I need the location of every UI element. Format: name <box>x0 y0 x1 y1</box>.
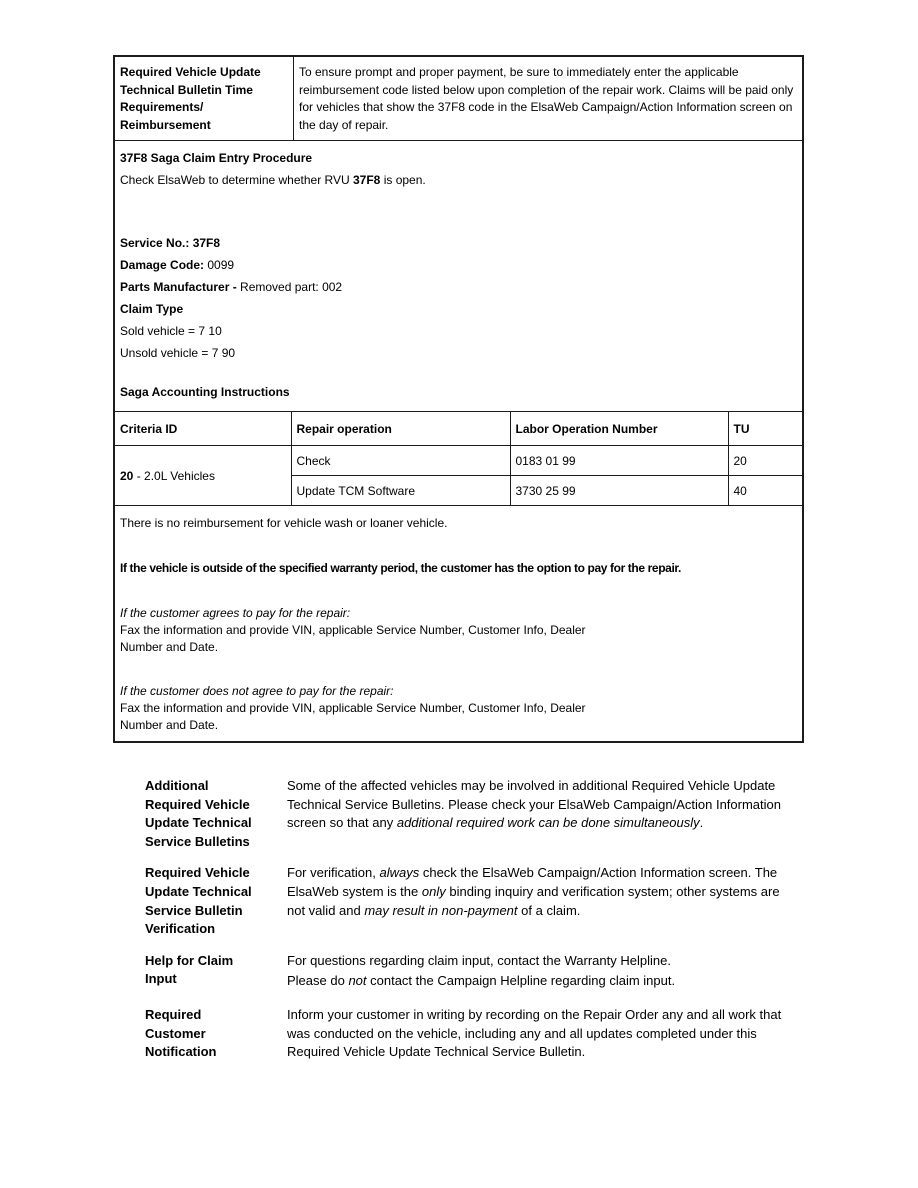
note-paragraph: Some of the affected vehicles may be involved in additional Required Vehicle Update Technical Service Bulletins. Please check your ElsaWeb Campaign/Action Information screen so that any additional required work can be done simultaneously. <box>287 778 781 831</box>
note-paragraph: For verification, always check the ElsaWeb Campaign/Action Information screen. The ElsaWeb system is the only binding inquiry and verification system; other systems are not valid and may result in non-payment of a claim. <box>287 865 780 918</box>
note-label: Additional Required Vehicle Update Technical Service Bulletins <box>145 778 252 849</box>
saga-accounting-heading: Saga Accounting Instructions <box>120 385 290 399</box>
service-no-line: Service No.: 37F8 <box>120 235 221 250</box>
header-repair-operation: Repair operation <box>291 412 510 446</box>
repair-operation-cell: Update TCM Software <box>291 476 510 506</box>
no-reimbursement-line: There is no reimbursement for vehicle wash or loaner vehicle. <box>120 516 448 530</box>
claim-type-heading: Claim Type <box>120 301 184 316</box>
claim-entry-section <box>115 141 802 411</box>
parts-manufacturer-line: Parts Manufacturer - Removed part: 002 <box>120 279 343 294</box>
note-label: Help for Claim Input <box>145 952 234 987</box>
customer-not-agree-body: Fax the information and provide VIN, applicable Service Number, Customer Info, Dealer Number and Date. <box>120 701 586 732</box>
criteria-cell: 20 - 2.0L Vehicles <box>115 446 291 506</box>
reimbursement-info-label: Required Vehicle Update Technical Bulletin Time Requirements/ Reimbursement <box>115 57 294 140</box>
saga-table-header-row <box>115 412 802 446</box>
sold-vehicle-line: Sold vehicle = 7 10 <box>120 323 222 338</box>
unsold-vehicle-line: Unsold vehicle = 7 90 <box>120 345 236 360</box>
note-help-claim-input <box>145 952 793 993</box>
note-paragraph: Please do not contact the Campaign Helpline regarding claim input. <box>287 973 676 989</box>
tu-cell: 40 <box>728 476 802 506</box>
claim-entry-heading: 37F8 Saga Claim Entry Procedure <box>120 151 313 165</box>
saga-accounting-table <box>115 411 802 506</box>
reimbursement-info-text: To ensure prompt and proper payment, be sure to immediately enter the applicable reimbursement code listed below upon completion of the repair work. Claims will be paid only for vehicles that show the 37F8 code in the ElsaWeb Campaign/Action Information screen on the day of repair. <box>299 65 794 132</box>
claim-entry-check-line: Check ElsaWeb to determine whether RVU 37F8 is open. <box>120 173 426 187</box>
note-body <box>287 864 793 938</box>
note-body <box>287 952 793 993</box>
customer-agrees-heading: If the customer agrees to pay for the repair: <box>120 606 351 620</box>
note-bulletin-verification <box>145 864 793 938</box>
labor-operation-cell: 0183 01 99 <box>510 446 728 476</box>
tu-cell: 20 <box>728 446 802 476</box>
damage-code-line: Damage Code: 0099 <box>120 257 235 272</box>
table-row <box>115 446 802 476</box>
bottom-notes-block <box>145 777 793 1077</box>
reimbursement-notes-section <box>115 506 802 741</box>
note-customer-notification <box>145 1006 793 1064</box>
note-additional-bulletins <box>145 777 793 851</box>
reimbursement-info-row <box>115 57 802 141</box>
header-tu: TU <box>728 412 802 446</box>
note-paragraph: Inform your customer in writing by recording on the Repair Order any and all work that was conducted on the vehicle, including any and all updates completed under this Required Vehicle Update Technical Service Bulletin. <box>287 1006 782 1060</box>
bulletin-main-table <box>113 55 804 743</box>
customer-agrees-body: Fax the information and provide VIN, applicable Service Number, Customer Info, Dealer Number and Date. <box>120 623 586 654</box>
header-criteria-id: Criteria ID <box>115 412 291 446</box>
note-label: Required Customer Notification <box>145 1006 217 1060</box>
note-body <box>287 777 793 851</box>
labor-operation-cell: 3730 25 99 <box>510 476 728 506</box>
note-paragraph: For questions regarding claim input, contact the Warranty Helpline. <box>287 952 671 968</box>
warranty-option-line: If the vehicle is outside of the specified warranty period, the customer has the option to pay for the repair. <box>120 561 681 575</box>
note-label: Required Vehicle Update Technical Service Bulletin Verification <box>145 865 252 937</box>
customer-not-agree-heading: If the customer does not agree to pay for the repair: <box>120 684 394 698</box>
header-labor-operation-number: Labor Operation Number <box>510 412 728 446</box>
note-body <box>287 1006 793 1064</box>
repair-operation-cell: Check <box>291 446 510 476</box>
